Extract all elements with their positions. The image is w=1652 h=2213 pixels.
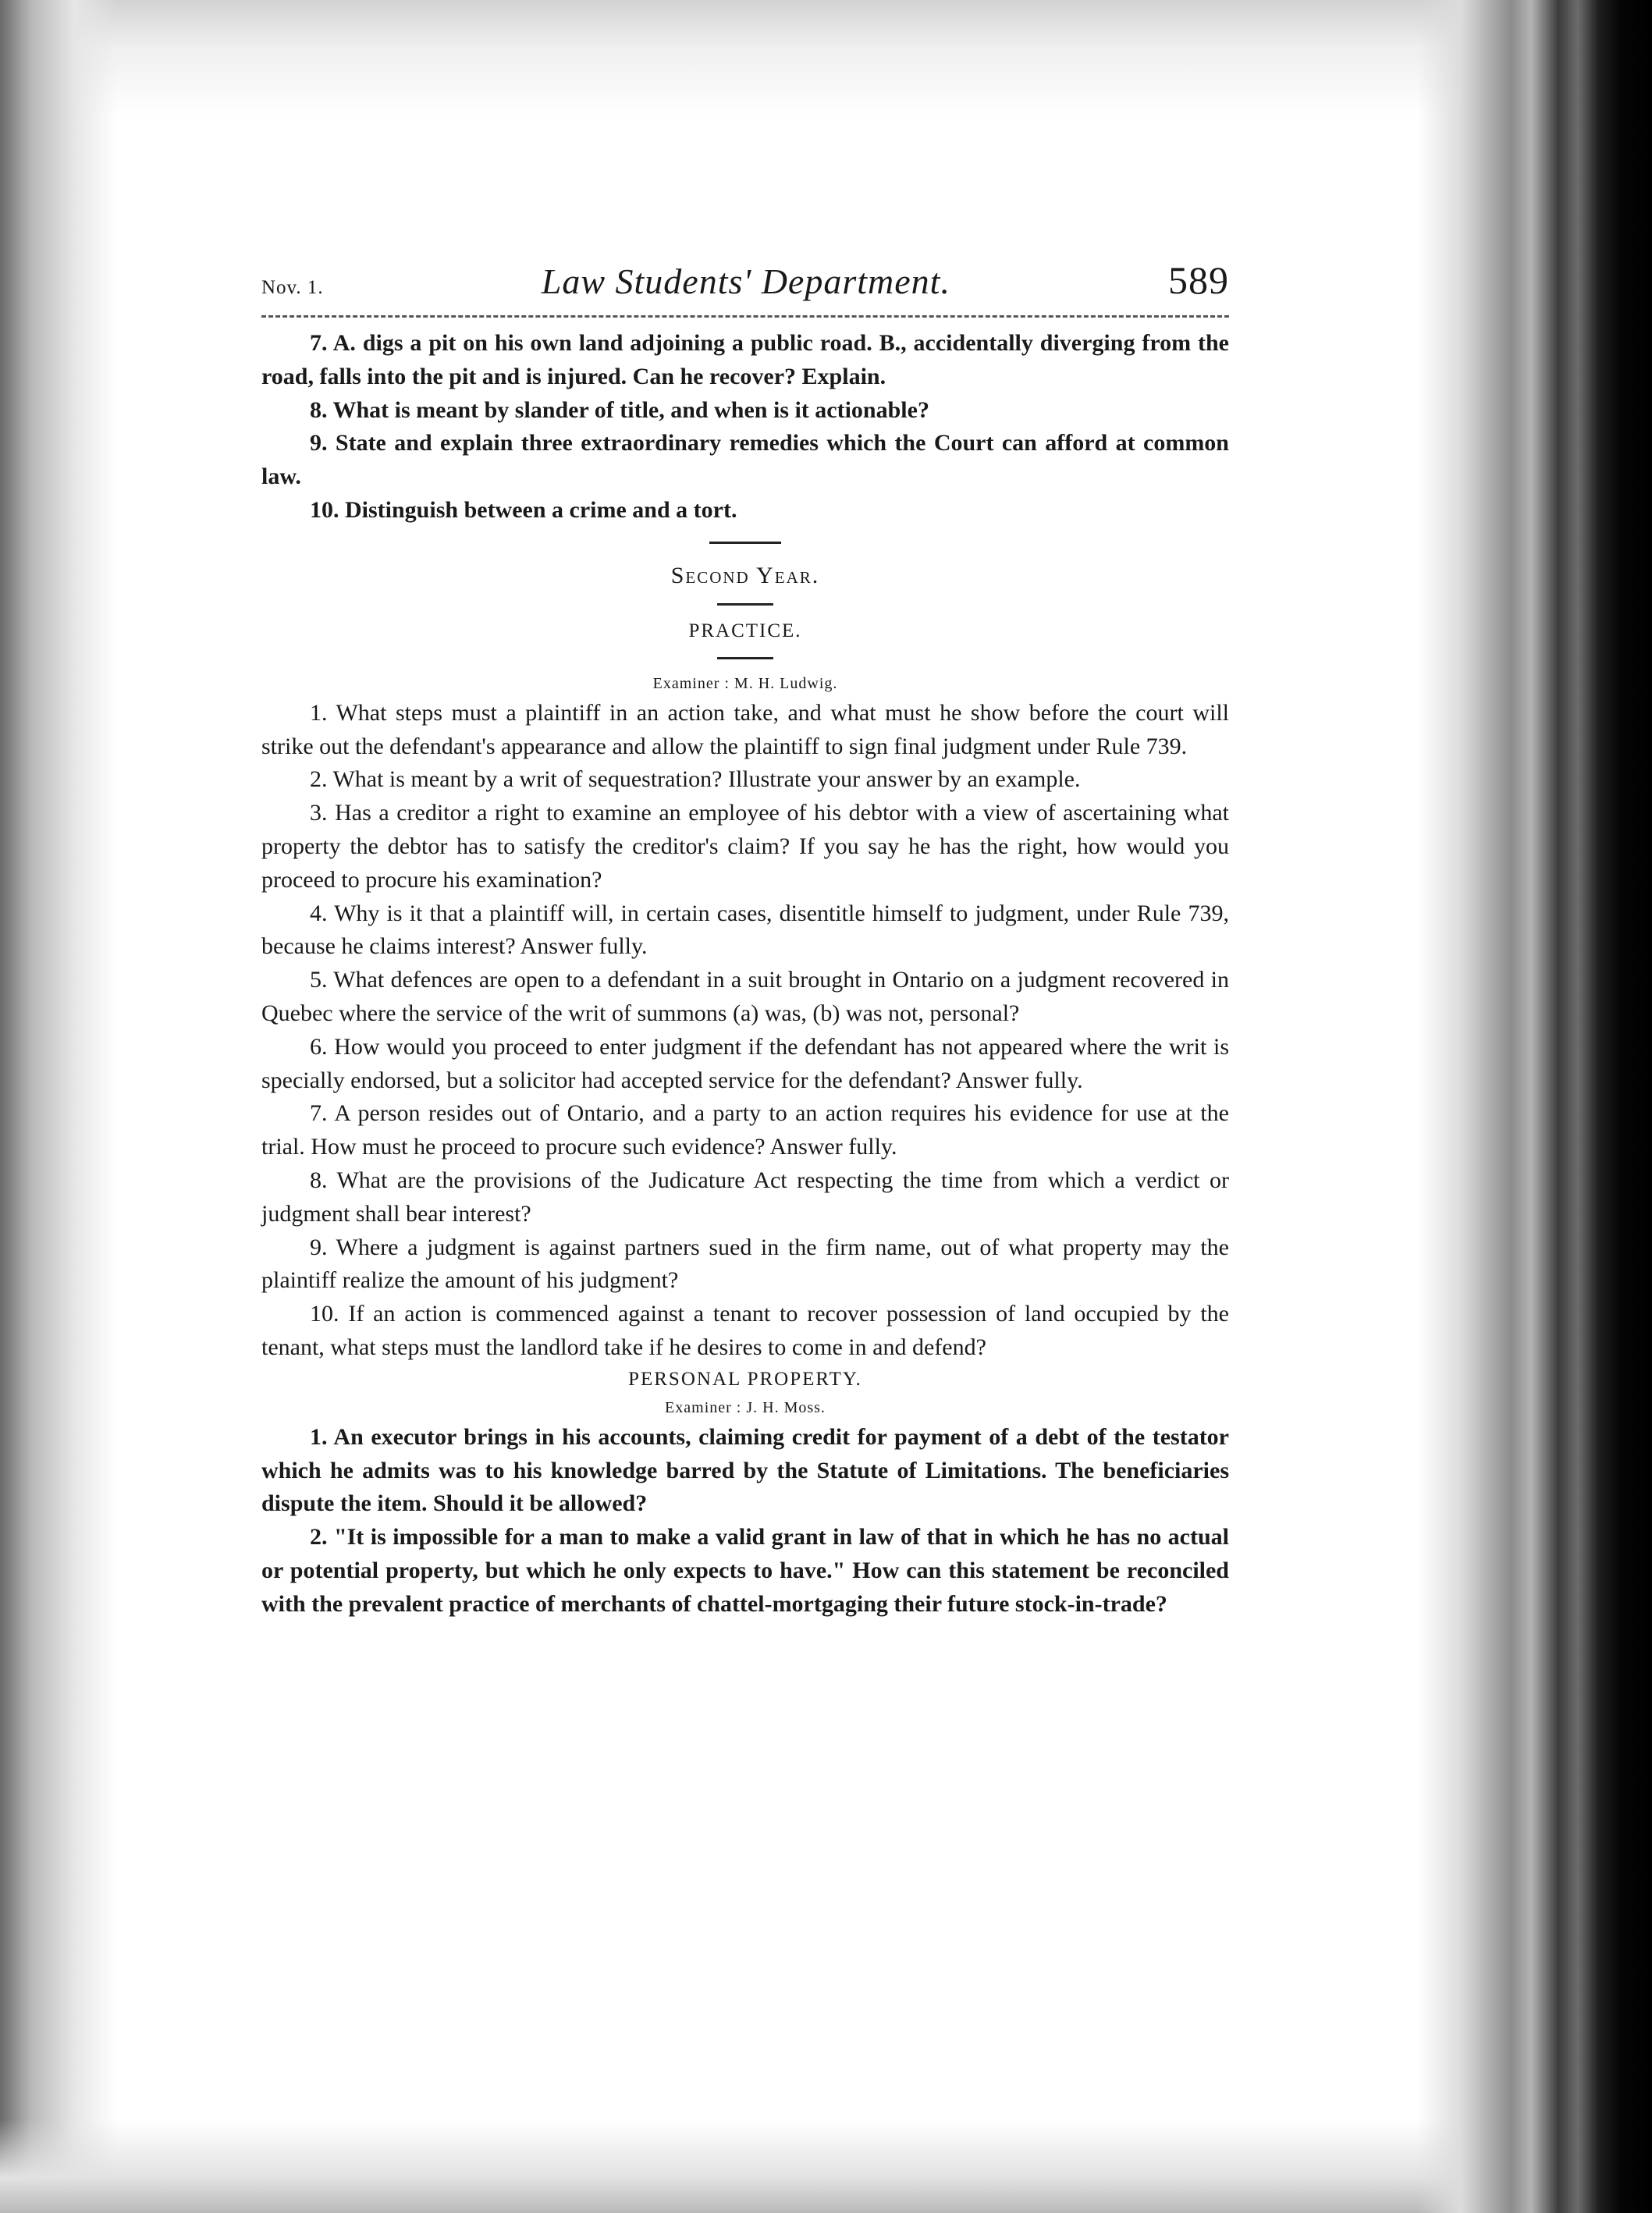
subsection-heading-personal-property: PERSONAL PROPERTY. [628,1368,862,1390]
question-item: 6. How would you proceed to enter judgment if the defendant has not appeared where the writ is specially endorsed, but a solicitor had accepted service for the defendant? Answer fully. [261,1033,1229,1093]
page-number: 589 [1168,258,1229,302]
divider [717,657,773,659]
header-title: Law Students' Department. [541,261,950,301]
running-header [261,258,1229,311]
header-rule [261,315,1229,318]
question-9: 9. State and explain three extraordinary remedies which the Court can afford at common law. [261,430,1229,490]
document-page [261,258,1229,1622]
divider [717,603,773,606]
header-date: Nov. 1. [261,277,324,298]
question-item: 10. If an action is commenced against a tenant to recover possession of land occupied by the tenant, what steps must the landlord take if he desires to come in and defend? [261,1301,1229,1360]
question-item: 7. A person resides out of Ontario, and a party to an action requires his evidence for use at the trial. How must he proceed to procure such evidence? Answer fully. [261,1100,1229,1160]
book-spine-shadow [1418,0,1652,2213]
question-item: 9. Where a judgment is against partners sued in the firm name, out of what property may the plaintiff realize the amount of his judgment? [261,1234,1229,1294]
question-item: 2. What is meant by a writ of sequestration? Illustrate your answer by an example. [310,766,1081,793]
question-item: 4. Why is it that a plaintiff will, in certain cases, disentitle himself to judgment, under Rule 739, because he claims interest? Answer fully. [261,900,1229,960]
section-divider [709,542,781,544]
examiner-line: Examiner : M. H. Ludwig. [652,674,838,692]
question-item: 1. An executor brings in his accounts, claiming credit for payment of a debt of the testator which he admits was to his knowledge barred by the Statute of Limitations. The beneficiaries dispute the item. Should it be allowed? [261,1423,1229,1517]
top-questions [261,327,1229,527]
question-item: 5. What defences are open to a defendant in a suit brought in Ontario on a judgment recovered in Quebec where the service of the writ of summons (a) was, (b) was not, personal? [261,967,1229,1026]
practice-questions [261,697,1229,1365]
scan-edge-top [0,0,1652,117]
question-item: 1. What steps must a plaintiff in an action take, and what must he show before the court will strike out the defendant's appearance and allow the plaintiff to sign final judgment under Rule 739. [261,699,1229,759]
question-10: 10. Distinguish between a crime and a tort. [310,496,737,523]
question-item: 2. "It is impossible for a man to make a valid grant in law of that in which he has no actual or potential property, but which he only expects to have." How can this statement be reconciled with the prevalent practice of merchants of chattel-mortgaging their future stock-in-trade? [261,1524,1229,1617]
personal-property-questions [261,1421,1229,1622]
section-heading-second-year: Second Year. [670,562,820,588]
subsection-heading-practice: PRACTICE. [688,620,802,641]
question-item: 8. What are the provisions of the Judicature Act respecting the time from which a verdict or judgment shall bear interest? [261,1167,1229,1227]
scan-edge-left [0,0,117,2213]
question-8: 8. What is meant by slander of title, and when is it actionable? [310,396,929,423]
examiner-line: Examiner : J. H. Moss. [665,1398,826,1416]
question-item: 3. Has a creditor a right to examine an employee of his debtor with a view of ascertaining what property the debtor has to satisfy the creditor's claim? If you say he has the right, how would you proceed to procure his examination? [261,800,1229,893]
scan-edge-bottom [0,2119,1652,2213]
question-7: 7. A. digs a pit on his own land adjoining a public road. B., accidentally diverging from the road, falls into the pit and is injured. Can he recover? Explain. [261,330,1229,389]
